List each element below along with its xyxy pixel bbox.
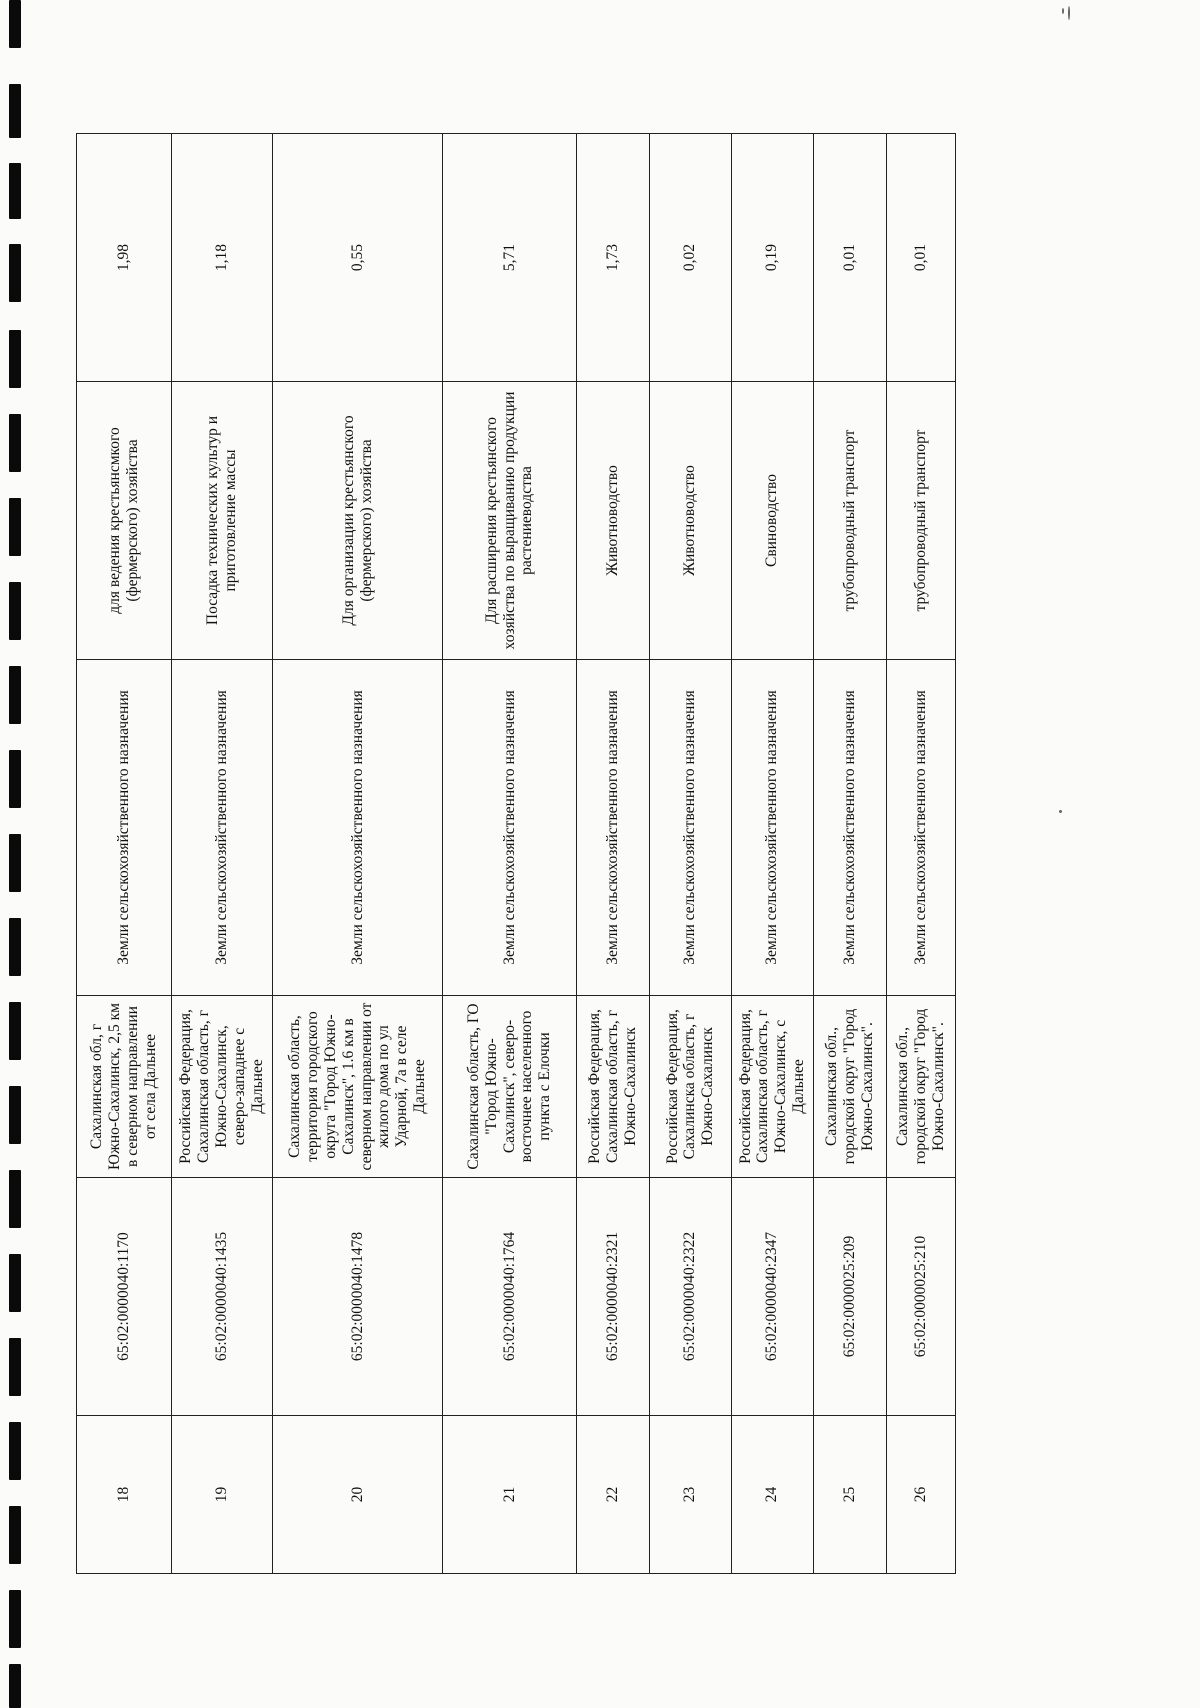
table-row	[576, 134, 649, 1574]
row-number-cell: 18	[77, 1416, 172, 1574]
permitted-use-cell: трубопроводный транспорт	[813, 382, 886, 660]
area-cell: 1,18	[171, 134, 272, 382]
table-row	[813, 134, 886, 1574]
permitted-use-cell: Для расширения крестьянского хозяйства по выращиванию продукции растениеводства	[443, 382, 577, 660]
location-cell: Сахалинская область, ГО "Город Южно-Сахалинск", северо-восточнее населенного пункта с Елочки	[443, 996, 577, 1178]
row-number-cell: 21	[443, 1416, 577, 1574]
table-row	[273, 134, 443, 1574]
land-plots-table-grid	[76, 133, 956, 1574]
land-category-cell: Земли сельскохозяйственного назначения	[576, 660, 649, 996]
table-row	[887, 134, 956, 1574]
land-category-cell: Земли сельскохозяйственного назначения	[171, 660, 272, 996]
area-cell: 0,19	[731, 134, 813, 382]
cadastral-number-cell: 65:02:0000040:1435	[171, 1178, 272, 1416]
location-cell: Сахалинская обл., городской округ "Город Южно-Сахалинск".	[887, 996, 956, 1178]
land-category-cell: Земли сельскохозяйственного назначения	[731, 660, 813, 996]
table-row	[171, 134, 272, 1574]
permitted-use-cell: Свиноводство	[731, 382, 813, 660]
row-number-cell: 19	[171, 1416, 272, 1574]
cadastral-number-cell: 65:02:0000040:1478	[273, 1178, 443, 1416]
land-category-cell: Земли сельскохозяйственного назначения	[649, 660, 731, 996]
cadastral-number-cell: 65:02:0000040:1764	[443, 1178, 577, 1416]
area-cell: 1,98	[77, 134, 172, 382]
table-row	[649, 134, 731, 1574]
row-number-cell: 24	[731, 1416, 813, 1574]
location-cell: Сахалинская обл, г Южно-Сахалинск, 2,5 км в северном направлении от села Дальнее	[77, 996, 172, 1178]
permitted-use-cell: для ведения крестьянсмкого (фермерского) хозяйства	[77, 382, 172, 660]
row-number-cell: 22	[576, 1416, 649, 1574]
cadastral-number-cell: 65:02:0000040:1170	[77, 1178, 172, 1416]
area-cell: 0,01	[887, 134, 956, 382]
cadastral-number-cell: 65:02:0000025:210	[887, 1178, 956, 1416]
land-category-cell: Земли сельскохозяйственного назначения	[77, 660, 172, 996]
area-cell: 1,73	[576, 134, 649, 382]
location-cell: Российская Федерация, Сахалинская область, г Южно-Сахалинск, с Дальнее	[731, 996, 813, 1178]
area-cell: 0,02	[649, 134, 731, 382]
permitted-use-cell: Животноводство	[649, 382, 731, 660]
permitted-use-cell: Для организации крестьянского (фермерского) хозяйства	[273, 382, 443, 660]
table-row	[443, 134, 577, 1574]
location-cell: Российская Федерация, Сахалинска область, г Южно-Сахалинск	[649, 996, 731, 1178]
land-category-cell: Земли сельскохозяйственного назначения	[273, 660, 443, 996]
cadastral-number-cell: 65:02:0000040:2321	[576, 1178, 649, 1416]
land-category-cell: Земли сельскохозяйственного назначения	[887, 660, 956, 996]
permitted-use-cell: трубопроводный транспорт	[887, 382, 956, 660]
area-cell: 0,01	[813, 134, 886, 382]
table-row	[731, 134, 813, 1574]
location-cell: Сахалинская обл., городской округ "Город Южно-Сахалинск".	[813, 996, 886, 1178]
land-category-cell: Земли сельскохозяйственного назначения	[443, 660, 577, 996]
table-row	[77, 134, 172, 1574]
row-number-cell: 20	[273, 1416, 443, 1574]
scan-artifact	[1062, 8, 1064, 14]
land-plots-table	[76, 134, 956, 1574]
permitted-use-cell: Посадка технических культур и приготовление массы	[171, 382, 272, 660]
location-cell: Российская Федерация, Сахалинская область, г Южно-Сахалинск, северо-западнее с Дальнее	[171, 996, 272, 1178]
row-number-cell: 23	[649, 1416, 731, 1574]
area-cell: 0,55	[273, 134, 443, 382]
scan-artifact	[1059, 810, 1062, 813]
land-category-cell: Земли сельскохозяйственного назначения	[813, 660, 886, 996]
cadastral-number-cell: 65:02:0000040:2347	[731, 1178, 813, 1416]
cadastral-number-cell: 65:02:0000025:209	[813, 1178, 886, 1416]
location-cell: Российская Федерация, Сахалинская область, г Южно-Сахалинск	[576, 996, 649, 1178]
row-number-cell: 26	[887, 1416, 956, 1574]
cadastral-number-cell: 65:02:0000040:2322	[649, 1178, 731, 1416]
permitted-use-cell: Животноводство	[576, 382, 649, 660]
row-number-cell: 25	[813, 1416, 886, 1574]
area-cell: 5,71	[443, 134, 577, 382]
binding-marks	[0, 0, 40, 1708]
location-cell: Сахалинская область, территория городского округа "Город Южно-Сахалинск", 1.6 км в северном направлении от жилого дома по ул Ударной, 7а в селе Дальнее	[273, 996, 443, 1178]
scan-artifact	[1068, 6, 1070, 20]
